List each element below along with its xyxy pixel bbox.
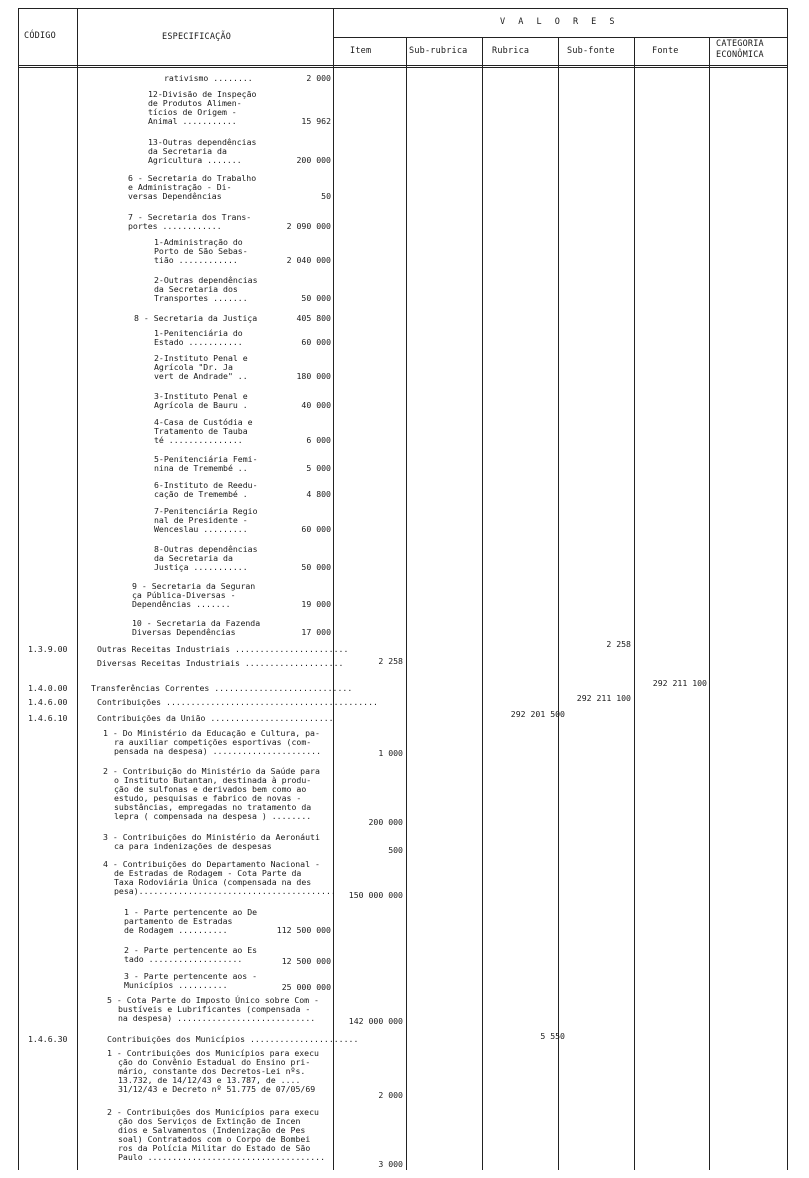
spec-line: nina de Tremembé ..: [154, 463, 248, 473]
spec-line: Transferências Correntes ............................: [91, 683, 353, 693]
spec-value: 50: [321, 191, 331, 201]
spec-line: 4 - Contribuições do Departamento Nacional -: [103, 859, 320, 869]
row-code: 1.4.6.10: [28, 713, 68, 723]
spec-line: pensada na despesa) ......................: [114, 746, 322, 756]
spec-line: 6 - Secretaria do Trabalho: [128, 173, 257, 183]
spec-line: 2 - Contribuição do Ministério da Saúde para: [103, 766, 320, 776]
header-col-fonte: Fonte: [652, 46, 679, 56]
spec-value: 405 800: [296, 313, 331, 323]
col-divider-codigo: [77, 8, 78, 1170]
header-col-item: Item: [350, 46, 372, 56]
spec-line: ção dos Serviços de Extinção de Incen: [118, 1116, 301, 1126]
header-codigo: CÓDIGO: [24, 31, 56, 41]
row-code: 1.4.6.00: [28, 697, 68, 707]
row-amount: 1 000: [378, 748, 403, 758]
spec-line: 4-Casa de Custódia e: [154, 417, 253, 427]
spec-line: versas Dependências: [128, 191, 222, 201]
spec-line: Agrícola "Dr. Ja: [154, 362, 233, 372]
frame-right: [787, 8, 788, 1170]
spec-value: 50 000: [301, 293, 331, 303]
spec-line: 2-Instituto Penal e: [154, 353, 248, 363]
spec-line: vert de Andrade" ..: [154, 371, 248, 381]
spec-value: 19 000: [301, 599, 331, 609]
col-divider-especificacao: [333, 8, 334, 1170]
spec-line: Diversas Dependências: [132, 627, 236, 637]
spec-line: de Estradas de Rodagem - Cota Parte da: [114, 868, 302, 878]
header-bottom-double: [18, 67, 788, 68]
spec-line: Justiça ...........: [154, 562, 248, 572]
spec-line: lepra ( compensada na despesa ) ........: [114, 811, 312, 821]
row-amount: 2 258: [378, 656, 403, 666]
spec-value: 5 000: [306, 463, 331, 473]
spec-line: 5 - Cota Parte do Imposto Único sobre Com -: [107, 995, 319, 1005]
spec-line: da Secretaria da: [154, 553, 233, 563]
spec-line: Contribuições ...........................................: [97, 697, 378, 707]
spec-value: 4 800: [306, 489, 331, 499]
spec-line: 12-Divisão de Inspeção: [148, 89, 257, 99]
spec-line: 3 - Contribuições do Ministério da Aeronáuti: [103, 832, 320, 842]
spec-line: 1-Penitenciária do: [154, 328, 243, 338]
row-amount: 12 500 000: [281, 956, 331, 966]
row-amount: 5 550: [540, 1031, 565, 1041]
header-categoria: CATEGORIA: [716, 39, 764, 49]
spec-line: estudo, pesquisas e fabrico de novas -: [114, 793, 302, 803]
spec-line: 9 - Secretaria da Seguran: [132, 581, 256, 591]
spec-line: cação de Tremembé .: [154, 489, 248, 499]
spec-line: ça Pública-Diversas -: [132, 590, 236, 600]
spec-line: Contribuições da União .........................: [97, 713, 334, 723]
row-code: 1.4.0.00: [28, 683, 68, 693]
spec-line: Paulo ....................................: [118, 1152, 326, 1162]
spec-line: 10 - Secretaria da Fazenda: [132, 618, 261, 628]
spec-line: Contribuições dos Municípios ......................: [107, 1034, 359, 1044]
spec-line: 13-Outras dependências: [148, 137, 257, 147]
spec-line: pesa)........................................: [114, 886, 336, 896]
spec-line: 8-Outras dependências: [154, 544, 258, 554]
spec-line: mário, constante dos Decretos-Lei nºs.: [118, 1066, 306, 1076]
spec-line: 7-Penitenciária Regio: [154, 506, 258, 516]
spec-line: da Secretaria da: [148, 146, 227, 156]
row-code: 1.3.9.00: [28, 644, 68, 654]
col-divider-rubrica: [558, 38, 559, 1170]
spec-line: Municípios ..........: [124, 980, 228, 990]
spec-line: Agrícola de Bauru .: [154, 400, 248, 410]
spec-value: 6 000: [306, 435, 331, 445]
spec-line: 1 - Parte pertencente ao De: [124, 907, 258, 917]
spec-line: ra auxiliar competições esportivas (com-: [114, 737, 312, 747]
spec-line: e Administração - Di-: [128, 182, 232, 192]
spec-line: bustíveis e Lubrificantes (compensada -: [118, 1004, 311, 1014]
row-amount: 200 000: [368, 817, 403, 827]
spec-line: Outras Receitas Industriais .......................: [97, 644, 349, 654]
spec-line: nal de Presidente -: [154, 515, 248, 525]
col-divider-subfonte: [634, 38, 635, 1170]
spec-line: ros da Polícia Militar do Estado de São: [118, 1143, 311, 1153]
spec-line: ca para indenizações de despesas: [114, 841, 272, 851]
frame-left: [18, 8, 19, 1170]
header-col-subrubrica: Sub-rubrica: [409, 46, 468, 56]
spec-line: Agricultura .......: [148, 155, 242, 165]
spec-line: Tratamento de Tauba: [154, 426, 248, 436]
spec-line: tícios de Origem -: [148, 107, 237, 117]
spec-line: 8 - Secretaria da Justiça: [134, 313, 258, 323]
spec-line: 31/12/43 e Decreto nº 51.775 de 07/05/69: [118, 1084, 316, 1094]
spec-line: 1 - Do Ministério da Educação e Cultura, pa-: [103, 728, 320, 738]
spec-line: portes ............: [128, 221, 222, 231]
spec-line: Taxa Rodoviária Única (compensada na des: [114, 877, 312, 887]
header-especificacao: ESPECIFICAÇÃO: [162, 32, 232, 42]
row-amount: 150 000 000: [348, 890, 403, 900]
spec-line: Animal ...........: [148, 116, 237, 126]
col-divider-item: [406, 38, 407, 1170]
spec-line: 6-Instituto de Reedu-: [154, 480, 258, 490]
spec-value: 2 040 000: [286, 255, 331, 265]
spec-line: Estado ...........: [154, 337, 243, 347]
row-amount: 292 201 500: [510, 709, 565, 719]
col-divider-subrubrica: [482, 38, 483, 1170]
header-valores: V A L O R E S: [500, 17, 619, 27]
spec-line: Transportes .......: [154, 293, 248, 303]
spec-line: ção do Convênio Estadual do Ensino pri-: [118, 1057, 311, 1067]
spec-value: 15 962: [301, 116, 331, 126]
spec-line: tado ...................: [124, 954, 243, 964]
spec-line: 13.732, de 14/12/43 e 13.787, de ....: [118, 1075, 301, 1085]
header-col-rubrica: Rubrica: [492, 46, 530, 56]
row-amount: 2 000: [378, 1090, 403, 1100]
row-amount: 25 000 000: [281, 982, 331, 992]
spec-line: 1 - Contribuições dos Municípios para execu: [107, 1048, 319, 1058]
spec-line: 2 - Contribuições dos Municípios para execu: [107, 1107, 319, 1117]
spec-value: 2 090 000: [286, 221, 331, 231]
row-amount: 2 258: [606, 639, 631, 649]
spec-line: da Secretaria dos: [154, 284, 238, 294]
spec-line: de Produtos Alimen-: [148, 98, 242, 108]
row-code: 1.4.6.30: [28, 1034, 68, 1044]
spec-value: 17 000: [301, 627, 331, 637]
row-amount: 500: [388, 845, 403, 855]
spec-line: Diversas Receitas Industriais ....................: [97, 658, 344, 668]
spec-line: rativismo ........: [164, 73, 253, 83]
spec-line: 7 - Secretaria dos Trans-: [128, 212, 252, 222]
row-amount: 142 000 000: [348, 1016, 403, 1026]
header-col-subfonte: Sub-fonte: [567, 46, 615, 56]
spec-line: 2-Outras dependências: [154, 275, 258, 285]
col-divider-fonte: [709, 38, 710, 1170]
spec-line: té ...............: [154, 435, 243, 445]
frame-top: [18, 8, 788, 9]
row-amount: 292 211 100: [652, 678, 707, 688]
spec-value: 50 000: [301, 562, 331, 572]
spec-line: dios e Salvamentos (Indenização de Pes: [118, 1125, 306, 1135]
valores-underline: [333, 37, 788, 38]
spec-line: na despesa) ............................: [118, 1013, 316, 1023]
spec-line: Wenceslau .........: [154, 524, 248, 534]
header-bottom: [18, 65, 788, 66]
spec-line: 5-Penitenciária Femi-: [154, 454, 258, 464]
spec-line: soal) Contratados com o Corpo de Bombei: [118, 1134, 311, 1144]
spec-line: 3-Instituto Penal e: [154, 391, 248, 401]
spec-line: Dependências .......: [132, 599, 231, 609]
spec-line: 3 - Parte pertencente aos -: [124, 971, 258, 981]
row-amount: 112 500 000: [276, 925, 331, 935]
spec-value: 180 000: [296, 371, 331, 381]
spec-value: 40 000: [301, 400, 331, 410]
spec-value: 60 000: [301, 524, 331, 534]
spec-value: 60 000: [301, 337, 331, 347]
spec-line: substâncias, empregadas no tratamento da: [114, 802, 312, 812]
row-amount: 3 000: [378, 1159, 403, 1169]
spec-line: de Rodagem ..........: [124, 925, 228, 935]
header-economica: ECONÔMICA: [716, 50, 764, 60]
spec-line: tião ............: [154, 255, 238, 265]
spec-line: 1-Administração do: [154, 237, 243, 247]
spec-line: Porto de São Sebas-: [154, 246, 248, 256]
row-amount: 292 211 100: [576, 693, 631, 703]
spec-value: 2 000: [306, 73, 331, 83]
spec-line: partamento de Estradas: [124, 916, 233, 926]
spec-line: 2 - Parte pertencente ao Es: [124, 945, 258, 955]
spec-line: o Instituto Butantan, destinada à produ-: [114, 775, 312, 785]
spec-value: 200 000: [296, 155, 331, 165]
spec-line: ção de sulfonas e derivados bem como ao: [114, 784, 307, 794]
